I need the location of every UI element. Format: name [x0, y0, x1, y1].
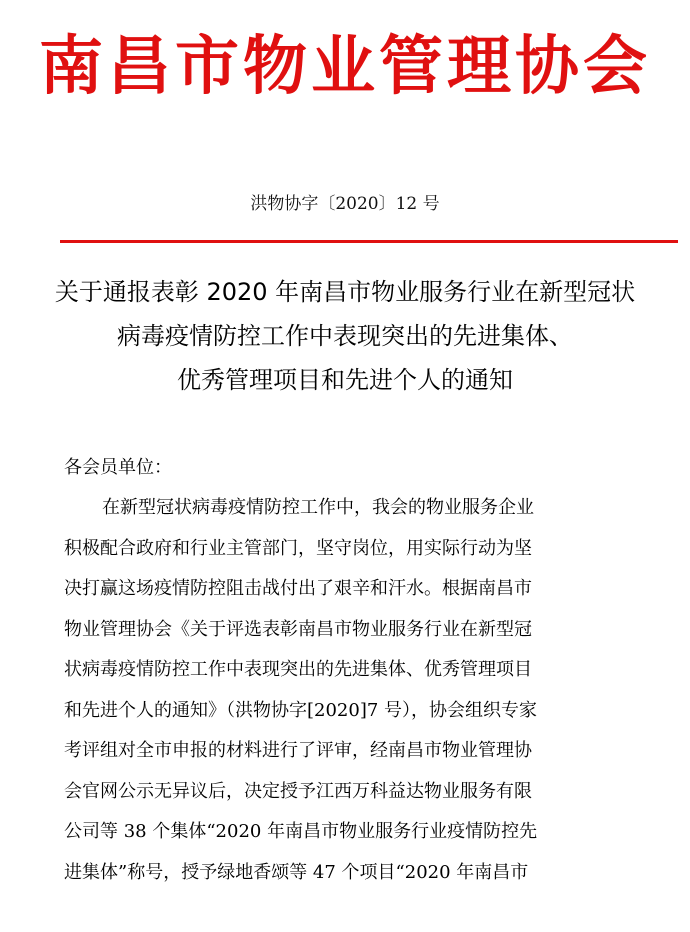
body-line: 物业管理协会《关于评选表彰南昌市物业服务行业在新型冠 — [64, 618, 532, 640]
red-divider — [60, 240, 678, 243]
document-number: 洪物协字〔2020〕12 号 — [250, 194, 440, 214]
body-line: 进集体”称号，授予绿地香颂等 47 个项目“2020 年南昌市 — [64, 861, 529, 883]
body-line: 状病毒疫情防控工作中表现突出的先进集体、优秀管理项目 — [64, 659, 532, 680]
salutation: 各会员单位： — [64, 457, 172, 478]
notice-title-line: 关于通报表彰 2020 年南昌市物业服务行业在新型冠状 — [54, 278, 636, 306]
notice-title — [30, 270, 660, 402]
body-line: 积极配合政府和行业主管部门，坚守岗位，用实际行动为坚 — [64, 537, 532, 559]
body-line: 决打赢这场疫情防控阻击战付出了艰辛和汗水。根据南昌市 — [64, 578, 532, 599]
body-line: 考评组对全市申报的材料进行了评审，经南昌市物业管理协 — [64, 740, 532, 761]
body-line: 和先进个人的通知》（洪物协字[2020]7 号），协会组织专家 — [64, 699, 538, 721]
body-line: 在新型冠状病毒疫情防控工作中，我会的物业服务企业 — [102, 497, 534, 518]
body-line: 会官网公示无异议后，决定授予江西万科益达物业服务有限 — [64, 780, 532, 802]
notice-title-line: 优秀管理项目和先进个人的通知 — [177, 366, 513, 394]
body-line: 公司等 38 个集体“2020 年南昌市物业服务行业疫情防控先 — [64, 821, 538, 842]
notice-title-line: 病毒疫情防控工作中表现突出的先进集体、 — [117, 322, 573, 350]
organization-letterhead: 南昌市物业管理协会 — [39, 29, 651, 104]
body-paragraph — [64, 488, 644, 893]
